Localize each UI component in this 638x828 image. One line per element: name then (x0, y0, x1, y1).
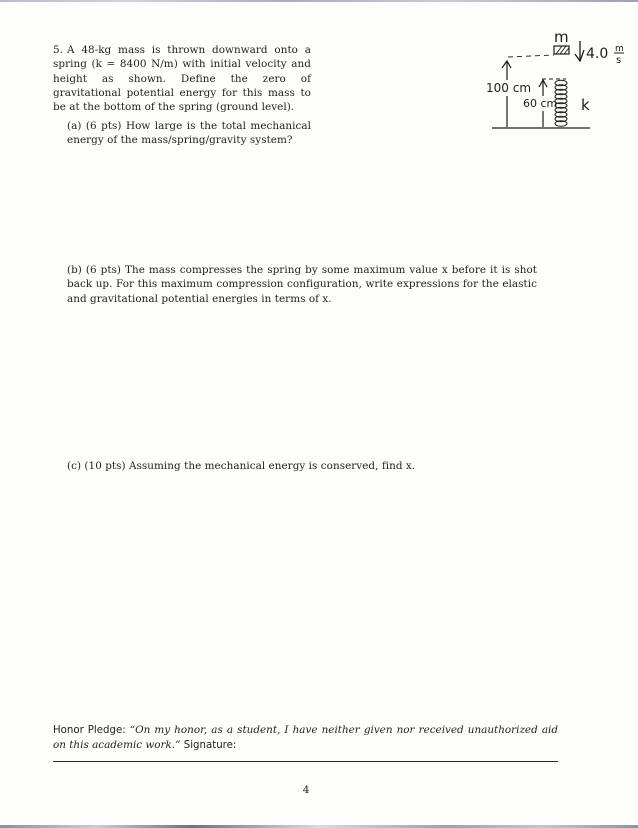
page-number: 4 (302, 784, 310, 796)
mass-hatching (556, 46, 569, 54)
height-60-label: 60 cm (523, 97, 558, 110)
velocity-unit-denominator: s (616, 55, 622, 66)
mass-label: m (554, 28, 569, 46)
spring-constant-label: k (581, 96, 590, 114)
velocity-value: 4.0 (586, 46, 609, 62)
honor-pledge-label: Honor Pledge: (53, 725, 126, 736)
height-100-label: 100 cm (486, 81, 532, 95)
part-c-question: (c) (10 pts) Assuming the mechanical energy is conserved, find x. (67, 460, 416, 472)
problem-intro-text: A 48-kg mass is thrown downward onto a spring (k = 8400 N/m) with initial velocity and height as shown. Define the zero of gravitational potential energy for this mass to be at the bottom of the spring (ground level). (53, 44, 311, 114)
problem-number: 5. (53, 44, 64, 56)
part-b-question: (b) (6 pts) The mass compresses the spring by some maximum value x before it is shot back up. For this maximum compression configuration, write expressions for the elastic and gravitational potential energies in terms of x. (67, 264, 537, 305)
spring-diagram-figure (478, 28, 630, 132)
spring-mass-diagram (478, 28, 630, 132)
mass-height-dashed-line (508, 55, 554, 57)
honor-pledge-quote: “On my honor, as a student, I have neither given nor received unauthorized aid on this academic work.” (53, 724, 558, 752)
signature-label: Signature: (183, 740, 237, 752)
problem-intro (53, 43, 311, 114)
velocity-arrow-icon (575, 41, 584, 61)
honor-pledge (53, 723, 558, 754)
velocity-unit-numerator: m (615, 44, 624, 54)
spring-coil (555, 80, 567, 126)
part-a-question: (a) (6 pts) How large is the total mechanical energy of the mass/spring/gravity system? (67, 120, 311, 147)
signature-line[interactable] (53, 761, 558, 762)
scan-edge-top (0, 0, 638, 2)
